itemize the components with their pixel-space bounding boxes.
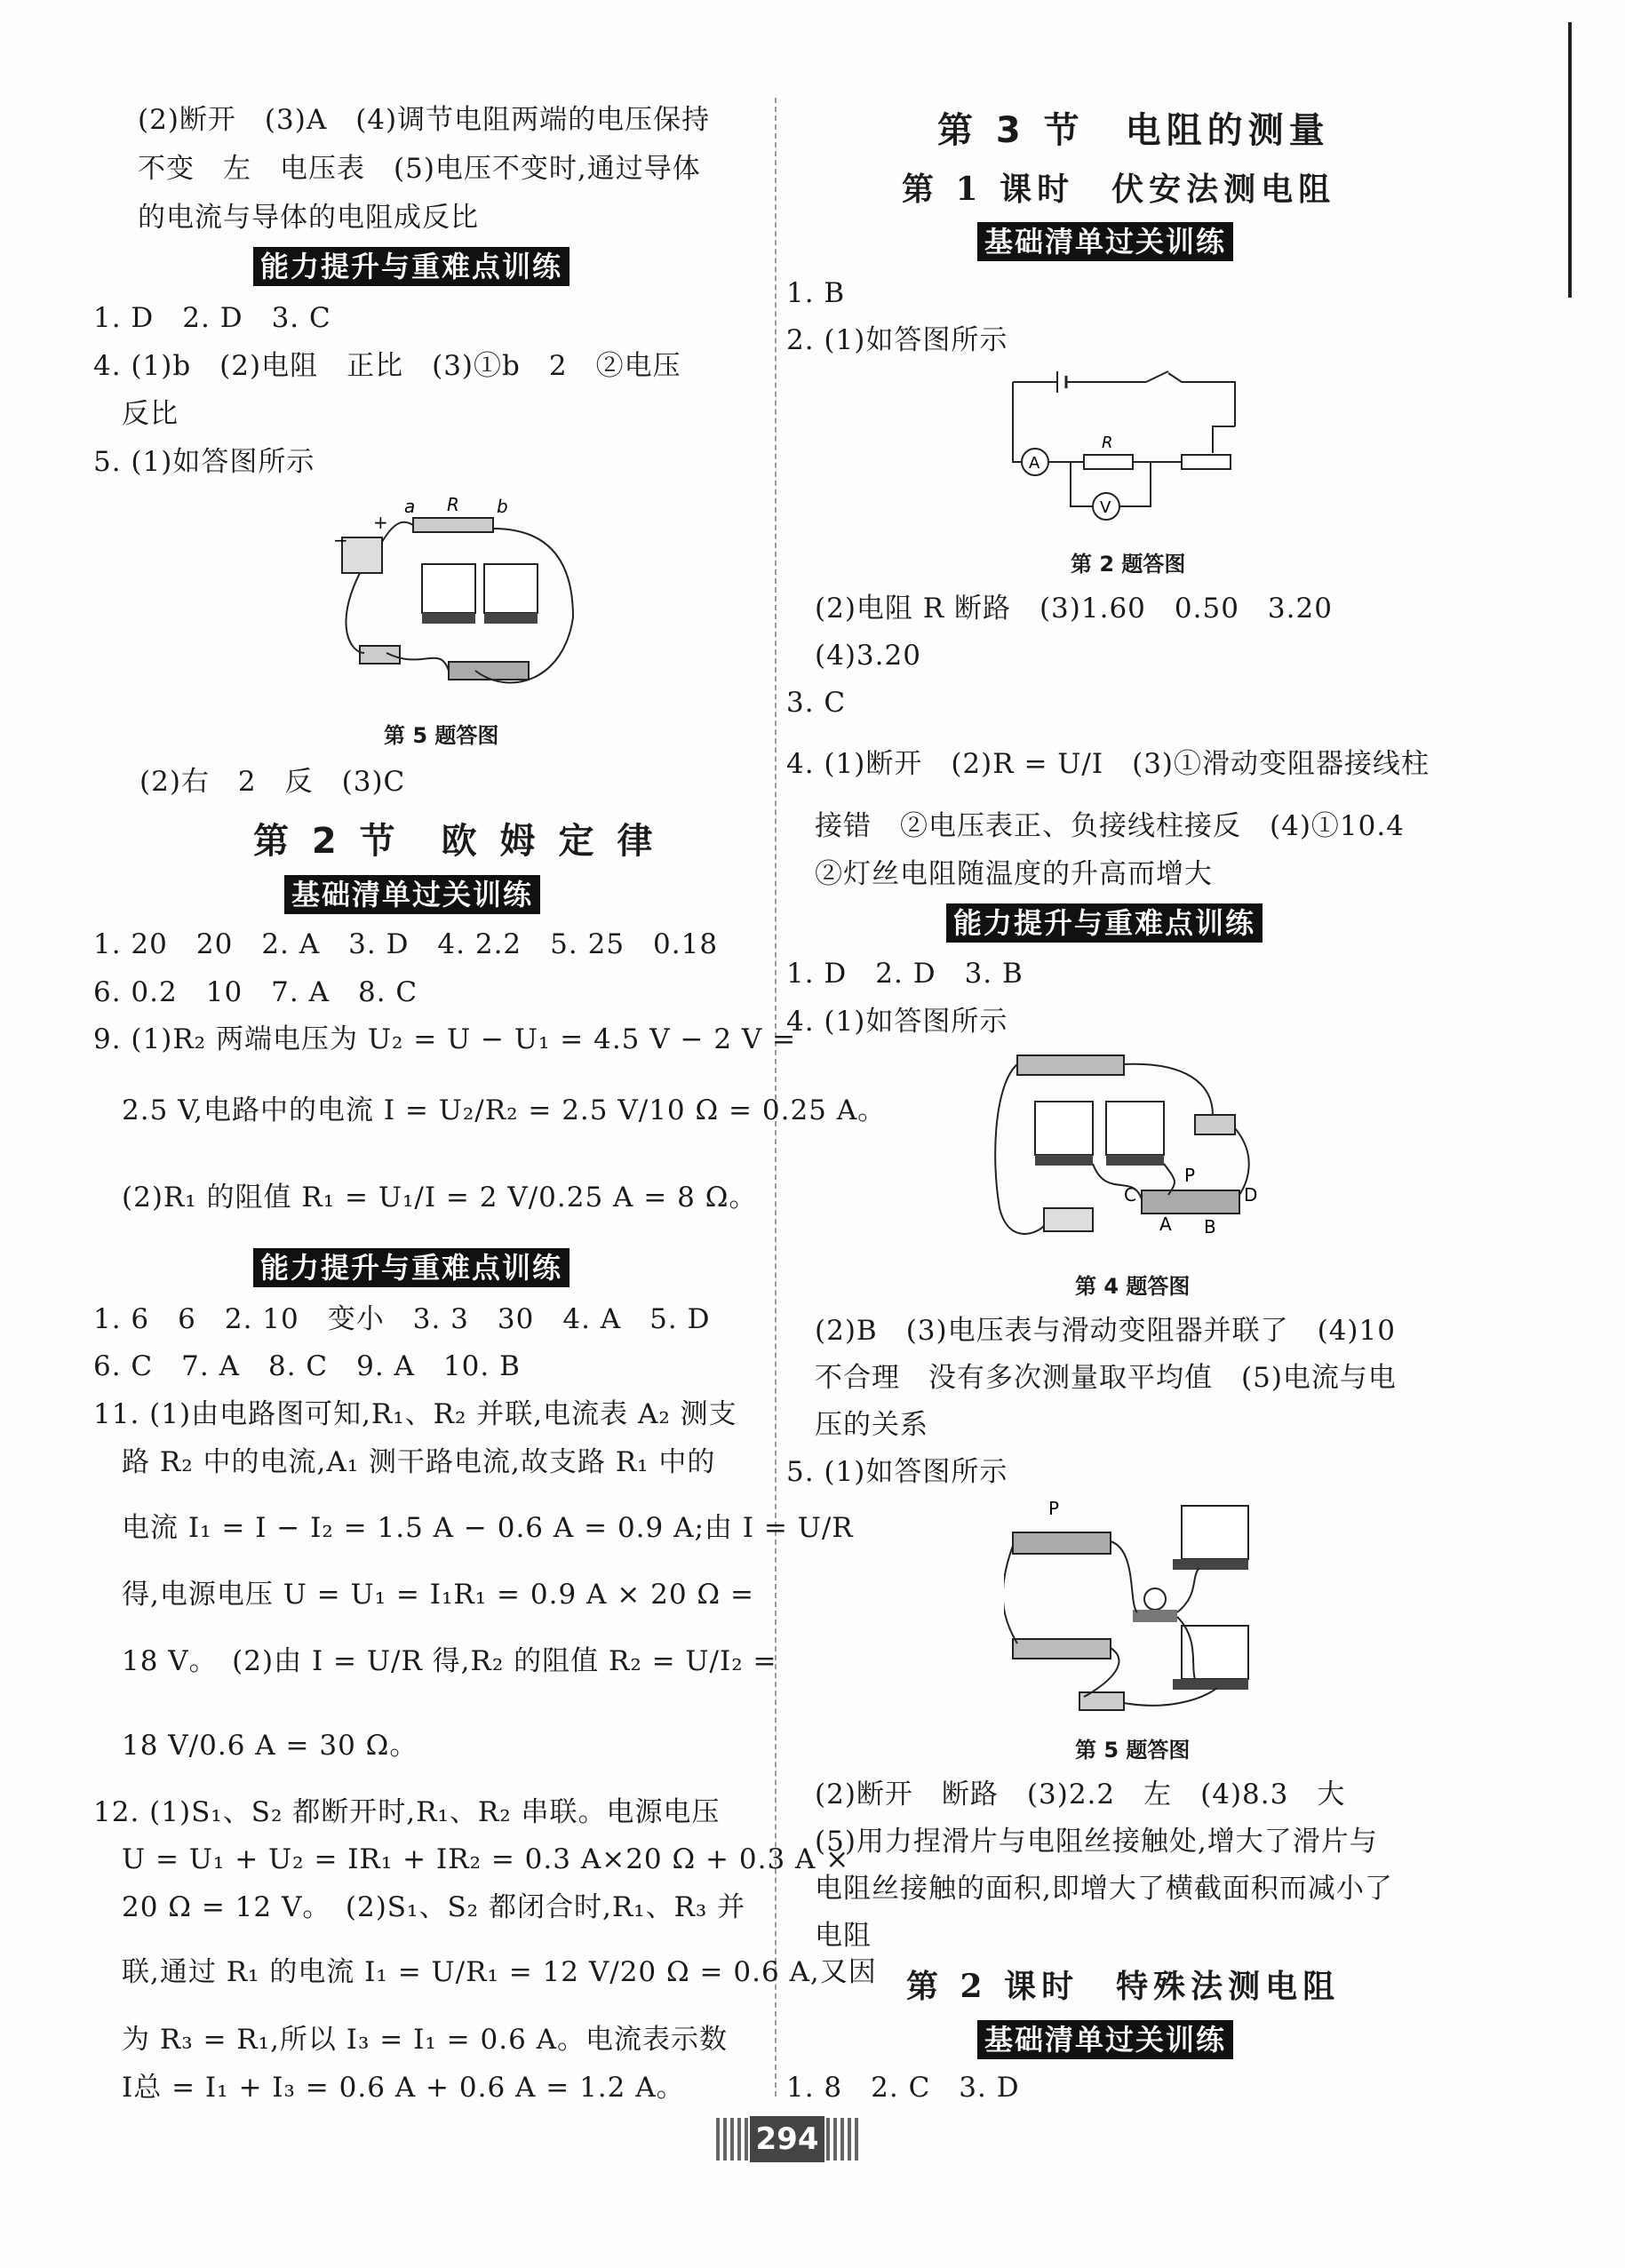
- voltmeter-meter: [422, 564, 475, 613]
- rheostat: [1142, 1190, 1239, 1214]
- meter-base: [1035, 1155, 1093, 1166]
- wire: [1013, 382, 1022, 462]
- ammeter-meter: [1035, 1102, 1093, 1155]
- rheostat-symbol: [1182, 455, 1231, 469]
- text-line: 1. 6 6 2. 10 变小 3. 3 30 4. A 5. D: [93, 1303, 711, 1335]
- b-label: b: [497, 496, 508, 517]
- P-label: P: [1048, 1498, 1060, 1519]
- text-line: 5. (1)如答图所示: [786, 1456, 1008, 1488]
- switch: [360, 646, 400, 664]
- lesson-title: 第 2 课时 特殊法测电阻: [906, 1968, 1341, 2005]
- ammeter-meter: [484, 564, 538, 613]
- text-line: (4)3.20: [786, 640, 921, 672]
- lamp-base: [1133, 1610, 1177, 1622]
- section-banner: 能力提升与重难点训练: [946, 903, 1263, 943]
- meter-base: [1173, 1679, 1248, 1690]
- voltmeter-label: V: [1100, 498, 1111, 517]
- page-number-bars: [826, 2118, 858, 2161]
- text-line: 18 V。 (2)由 I = U/R 得,R₂ 的阻值 R₂ = U/I₂ =: [93, 1645, 777, 1677]
- text-line: (2)B (3)电压表与滑动变阻器并联了 (4)10: [786, 1315, 1396, 1347]
- circuit-figure-5: [333, 493, 617, 711]
- a-label: a: [404, 496, 416, 517]
- section-banner: 基础清单过关训练: [977, 2020, 1233, 2059]
- lamp: [1144, 1588, 1166, 1610]
- lesson-title: 第 1 课时 伏安法测电阻: [902, 171, 1336, 208]
- wire: [1004, 1546, 1017, 1643]
- wire: [1213, 426, 1235, 453]
- meter-base: [1106, 1155, 1164, 1166]
- text-line: 1. D 2. D 3. B: [786, 958, 1024, 990]
- text-line: 4. (1)如答图所示: [786, 1006, 1008, 1038]
- text-line: 1. B: [786, 277, 846, 309]
- minus-label: −: [333, 529, 348, 551]
- resistor: [1044, 1208, 1093, 1231]
- wire: [346, 573, 364, 653]
- text-line: (5)用力捏滑片与电阻丝接触处,增大了滑片与: [786, 1826, 1378, 1858]
- R-label: R: [447, 494, 459, 515]
- battery-pack: [1017, 1055, 1124, 1075]
- text-line: I总 = I₁ + I₃ = 0.6 A + 0.6 A = 1.2 A。: [93, 2072, 685, 2104]
- text-line: 1. D 2. D 3. C: [93, 302, 331, 334]
- text-line: (2)断开 (3)A (4)调节电阻两端的电压保持: [138, 104, 711, 136]
- section-banner: 能力提升与重难点训练: [253, 247, 570, 286]
- figure-caption: 第 2 题答图: [1071, 552, 1186, 577]
- text-line: 9. (1)R₂ 两端电压为 U₂ = U − U₁ = 4.5 V − 2 V =: [93, 1023, 797, 1055]
- wire: [1124, 1688, 1217, 1706]
- B-label: B: [1204, 1216, 1216, 1237]
- plus-label: +: [373, 512, 388, 533]
- text-line: 4. (1)b (2)电阻 正比 (3)①b 2 ②电压: [93, 350, 681, 382]
- rheostat: [449, 662, 529, 680]
- text-line: 路 R₂ 中的电流,A₁ 测干路电流,故支路 R₁ 中的: [93, 1446, 716, 1478]
- page-edge-line: [1568, 22, 1572, 298]
- P-label: P: [1184, 1165, 1196, 1186]
- switch: [1195, 1115, 1235, 1134]
- resistor-symbol: [1084, 455, 1133, 469]
- page-number: [716, 2114, 858, 2164]
- rheostat: [1013, 1532, 1111, 1554]
- text-line: 11. (1)由电路图可知,R₁、R₂ 并联,电流表 A₂ 测支: [93, 1398, 737, 1430]
- text-line: 电阻: [786, 1920, 872, 1952]
- text-line: 1. 8 2. C 3. D: [786, 2072, 1020, 2104]
- meter-base: [1173, 1559, 1248, 1570]
- text-line: 4. (1)断开 (2)R = U/I (3)①滑动变阻器接线柱: [786, 748, 1430, 780]
- text-line: 3. C: [786, 687, 847, 719]
- text-line: 反比: [93, 398, 179, 430]
- ammeter-label: A: [1029, 454, 1040, 473]
- circuit-figure-5-right: [1004, 1497, 1253, 1719]
- wire: [1177, 1568, 1199, 1612]
- text-line: (2)电阻 R 断路 (3)1.60 0.50 3.20: [786, 593, 1333, 625]
- switch-symbol: [1146, 371, 1168, 382]
- section-banner: 基础清单过关训练: [977, 222, 1233, 261]
- text-line: 不变 左 电压表 (5)电压不变时,通过导体: [138, 153, 701, 185]
- text-line: 为 R₃ = R₁,所以 I₃ = I₁ = 0.6 A。电流表示数: [93, 2024, 729, 2056]
- D-label: D: [1244, 1184, 1257, 1206]
- text-line: 18 V/0.6 A = 30 Ω。: [93, 1730, 418, 1762]
- voltmeter-meter: [1182, 1506, 1248, 1559]
- section-title: 第 2 节 欧 姆 定 律: [253, 821, 658, 862]
- text-line: 得,电源电压 U = U₁ = I₁R₁ = 0.9 A × 20 Ω =: [93, 1579, 754, 1611]
- figure-caption: 第 5 题答图: [1075, 1738, 1191, 1763]
- C-label: C: [1124, 1184, 1136, 1206]
- text-line: (2)右 2 反 (3)C: [111, 766, 406, 798]
- text-line: U = U₁ + U₂ = IR₁ + IR₂ = 0.3 A×20 Ω + 0.3 A ×: [93, 1843, 850, 1875]
- section-title: 第 3 节 电阻的测量: [937, 110, 1330, 151]
- text-line: 1. 20 20 2. A 3. D 4. 2.2 5. 25 0.18: [93, 928, 719, 960]
- resistor-label: R: [1102, 434, 1113, 452]
- voltmeter-meter: [1106, 1102, 1164, 1155]
- text-line: (2)断开 断路 (3)2.2 左 (4)8.3 大: [786, 1779, 1346, 1810]
- resistor: [413, 518, 493, 532]
- text-line: 接错 ②电压表正、负接线柱接反 (4)①10.4: [786, 810, 1405, 842]
- text-line: 20 Ω = 12 V。 (2)S₁、S₂ 都闭合时,R₁、R₃ 并: [93, 1891, 746, 1923]
- text-line: ②灯丝电阻随温度的升高而增大: [786, 858, 1213, 890]
- circuit-figure-4: [991, 1048, 1257, 1253]
- meter-base: [422, 613, 475, 624]
- text-line: 12. (1)S₁、S₂ 都断开时,R₁、R₂ 串联。电源电压: [93, 1796, 721, 1828]
- section-banner: 基础清单过关训练: [284, 875, 540, 914]
- page-number-bars: [716, 2118, 748, 2161]
- battery-pack: [1013, 1639, 1111, 1659]
- figure-caption: 第 4 题答图: [1075, 1274, 1191, 1299]
- text-line: 2.5 V,电路中的电流 I = U₂/R₂ = 2.5 V/10 Ω = 0.25 A。: [93, 1094, 887, 1126]
- ammeter-meter: [1182, 1626, 1248, 1679]
- text-line: 5. (1)如答图所示: [93, 446, 315, 478]
- text-line: 6. 0.2 10 7. A 8. C: [93, 976, 418, 1008]
- section-banner: 能力提升与重难点训练: [253, 1248, 570, 1287]
- wire: [1111, 1541, 1137, 1612]
- A-label: A: [1159, 1214, 1172, 1235]
- text-line: 电流 I₁ = I − I₂ = 1.5 A − 0.6 A = 0.9 A;由 I = U/R: [93, 1512, 854, 1544]
- meter-base: [484, 613, 538, 624]
- text-line: (2)R₁ 的阻值 R₁ = U₁/I = 2 V/0.25 A = 8 Ω。: [93, 1182, 758, 1214]
- wire: [1013, 373, 1235, 426]
- text-line: 6. C 7. A 8. C 9. A 10. B: [93, 1350, 521, 1382]
- page-number-value: 294: [750, 2116, 824, 2162]
- text-line: 联,通过 R₁ 的电流 I₁ = U/R₁ = 12 V/20 Ω = 0.6 A,又因: [93, 1956, 877, 1988]
- text-line: 压的关系: [786, 1409, 928, 1441]
- text-line: 的电流与导体的电阻成反比: [138, 202, 479, 234]
- figure-caption: 第 5 题答图: [384, 723, 499, 748]
- text-line: 电阻丝接触的面积,即增大了横截面积而减小了: [786, 1873, 1393, 1905]
- text-line: 2. (1)如答图所示: [786, 324, 1008, 356]
- text-line: 不合理 没有多次测量取平均值 (5)电流与电: [786, 1362, 1397, 1394]
- circuit-figure-2: [1004, 364, 1244, 533]
